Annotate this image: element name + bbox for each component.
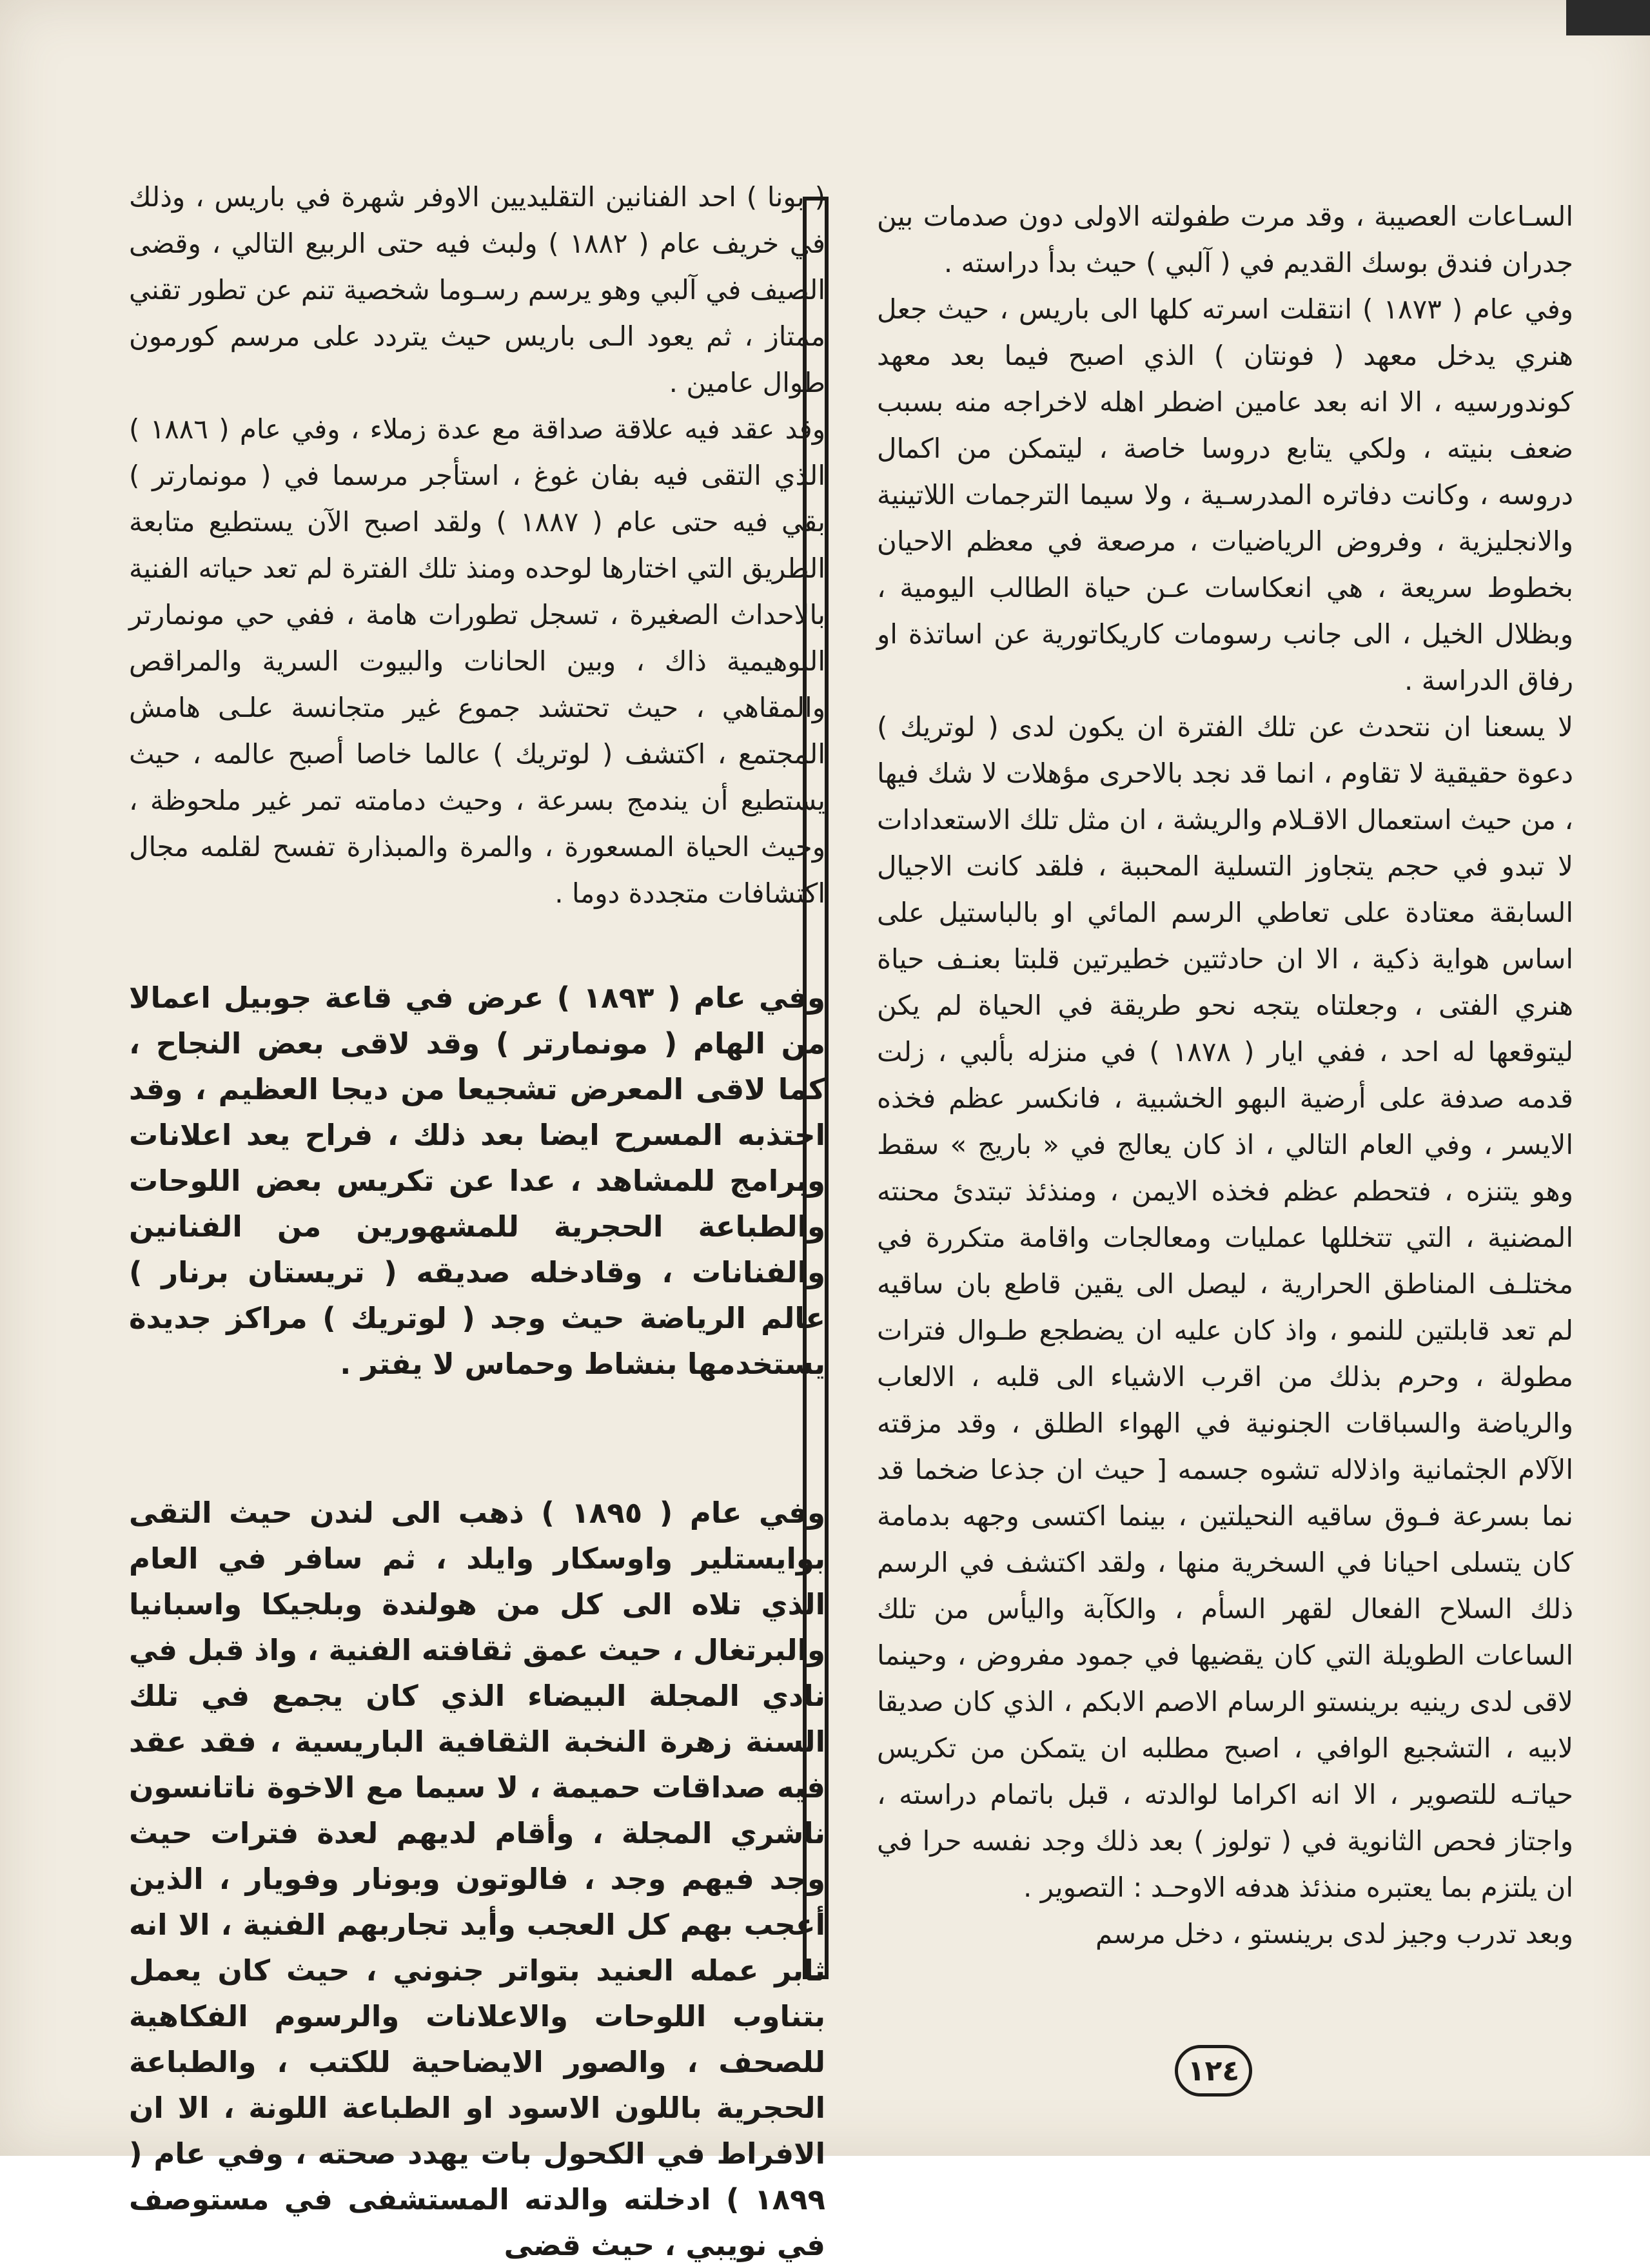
paragraph: ( بونا ) احد الفنانين التقليديين الاوفر شهرة في باريس ، وذلك في خريف عام ( ١٨٨٢ ) ولبث فيه حتى الربيع التالي ، وقضى الصيف في آلبي وهو يرسم رسـوما شخصية تنم عن تطور تقني ممتاز ، ثم يعود الـى باريس حيث يتردد على مرسم كورمون طوال عامين . [129,181,825,398]
paragraph-bold: وفي عام ( ١٨٩٣ ) عرض في قاعة جوبيل اعمالا من الهام ( مونمارتر ) وقد لاقى بعض النجاح ، كما لاقى المعرض تشجيعا من ديجا العظيم ، وقد اجتذبه المسرح ايضا بعد ذلك ، فراح يعد اعلانات وبرامج للمشاهد ، عدا عن تكريس بعض اللوحات والطباعة الحجرية للمشهورين من الفنانين والفنانات ، وقادخله صديقه ( تريستان برنار ) عالم الرياضة حيث وجد ( لوتريك ) مراكز جديدة يستخدمها بنشاط وحماس لا يفتر . [129,981,825,1381]
paragraph: السـاعات العصيبة ، وقد مرت طفولته الاولى دون صدمات بين جدران فندق بوسك القديم في ( آلبي ) حيث بدأ دراسته . [877,200,1573,279]
scan-edge [1566,0,1650,35]
paragraph: وبعد تدرب وجيز لدى برينستو ، دخل مرسم [1095,1918,1573,1950]
left-column [129,174,825,2268]
right-column [877,193,1573,1957]
page-number: ١٢٤ [1175,2045,1252,2097]
paragraph: وقد عقد فيه علاقة صداقة مع عدة زملاء ، وفي عام ( ١٨٨٦ ) الذي التقى فيه بفان غوغ ، استأجر مرسما في ( مونمارتر ) بقي فيه حتى عام ( ١٨٨٧ ) ولقد اصبح الآن يستطيع متابعة الطريق التي اختارها لوحده ومنذ تلك الفترة لم تعد حياته الفنية بالاحداث الصغيرة ، تسجل تطورات هامة ، ففي حي مونمارتر البوهيمية ذاك ، وبين الحانات والبيوت السرية والمراقص والمقاهي ، حيث تحتشد جموع غير متجانسة علـى هامش المجتمع ، اكتشف ( لوتريك ) عالما خاصا أصبح عالمه ، حيث يستطيع أن يندمج بسرعة ، وحيث دمامته تمر غير ملحوظة ، وحيث الحياة المسعورة ، والمرة والمبذارة تفسح لقلمه مجال اكتشافات متجددة دوما . [129,413,825,909]
paragraph: وفي عام ( ١٨٧٣ ) انتقلت اسرته كلها الى باريس ، حيث جعل هنري يدخل معهد ( فونتان ) الذي اصبح فيما بعد معهد كوندورسيه ، الا انه بعد عامين اضطر اهله لاخراجه منه بسبب ضعف بنيته ، ولكي يتابع دروسا خاصة ، ليتمكن من اكمال دروسه ، وكانت دفاتره المدرسـية ، ولا سيما الترجمات اللاتينية والانجليزية ، وفروض الرياضيات ، مرصعة في معظم الاحيان بخطوط سريعة ، هي انعكاسات عـن حياة الطالب اليومية ، وبظلال الخيل ، الى جانب رسومات كاريكاتورية عن اساتذة او رفاق الدراسة . [877,293,1573,696]
paragraph-bold: وفي عام ( ١٨٩٥ ) ذهب الى لندن حيث التقى بوايستلير واوسكار وايلد ، ثم سافر في العام الذي تلاه الى كل من هولندة وبلجيكا واسبانيا والبرتغال ، حيث عمق ثقافته الفنية ، واذ قبل في نادي المجلة البيضاء الذي كان يجمع في تلك السنة زهرة النخبة الثقافية الباريسية ، فقد عقد فيه صداقات حميمة ، لا سيما مع الاخوة ناتانسون ناشري المجلة ، وأقام لديهم لعدة فترات حيث وجد فيهم وجد ، فالوتون وبونار وفويار ، الذين أعجب بهم كل العجب وأيد تجاربهم الفنية ، الا انه ثابر عمله العنيد بتواتر جنوني ، حيث كان يعمل بتناوب اللوحات والاعلانات والرسوم الفكاهية للصحف ، والصور الايضاحية للكتب ، والطباعة الحجرية باللون الاسود او الطباعة اللونة ، الا ان الافراط في الكحول بات يهدد صحته ، وفي عام ( ١٨٩٩ ) ادخلته والدته المستشفى في مستوصف في نويبي ، حيث قضى [129,1496,825,2262]
paragraph: لا يسعنا ان نتحدث عن تلك الفترة ان يكون لدى ( لوتريك ) دعوة حقيقية لا تقاوم ، انما قد نجد بالاحرى مؤهلات لا شك فيها ، من حيث استعمال الاقـلام والريشة ، ان مثل تلك الاستعدادات لا تبدو في حجم يتجاوز التسلية المحببة ، فلقد كانت الاجيال السابقة معتادة على تعاطي الرسم المائي او بالباستيل على اساس هواية ذكية ، الا ان حادثتين خطيرتين قلبتا بعنـف حياة هنري الفتى ، وجعلتاه يتجه نحو طريقة في الحياة لم يكن ليتوقعها له احد ، ففي ايار ( ١٨٧٨ ) في منزله بألبي ، زلت قدمه صدفة على أرضية البهو الخشبية ، فانكسر عظم فخذه الايسر ، وفي العام التالي ، اذ كان يعالج في « باريج » سقط وهو يتنزه ، فتحطم عظم فخذه الايمن ، ومنذئذ تبتدئ محنته المضنية ، التي تتخللها عمليات ومعالجات واقامة متكررة في مختلـف المناطق الحرارية ، ليصل الى يقين قاطع بان ساقيه لم تعد قابلتين للنمو ، واذ كان عليه ان يضطجع طـوال فترات مطولة ، وحرم بذلك من اقرب الاشياء الى قلبه ، الالعاب والرياضة والسباقات الجنونية في الهواء الطلق ، وقد مزقته الآلام الجثمانية واذلاله تشوه جسمه [ حيث ان جذعا ضخما قد نما بسرعة فـوق ساقيه النحيلتين ، بينما اكتسى وجهه بدمامة كان يتسلى احيانا في السخرية منها ، ولقد اكتشف في الرسم ذلك السلاح الفعال لقهر السأم ، والكآبة واليأس من تلك الساعات الطويلة التي كان يقضيها في جمود مفروض ، وحينما لاقى لدى رينيه برينستو الرسام الاصم الابكم ، الذي كان صديقا لابيه ، التشجيع الوافي ، اصبح مطلبه ان يتمكن من تكريس حياتـه للتصوير ، الا انه اكراما لوالدته ، قبل باتمام دراسته ، واجتاز فحص الثانوية في ( تولوز ) بعد ذلك وجد نفسه حرا في ان يلتزم بما يعتبره منذئذ هدفه الاوحـد : التصوير . [877,711,1573,1903]
